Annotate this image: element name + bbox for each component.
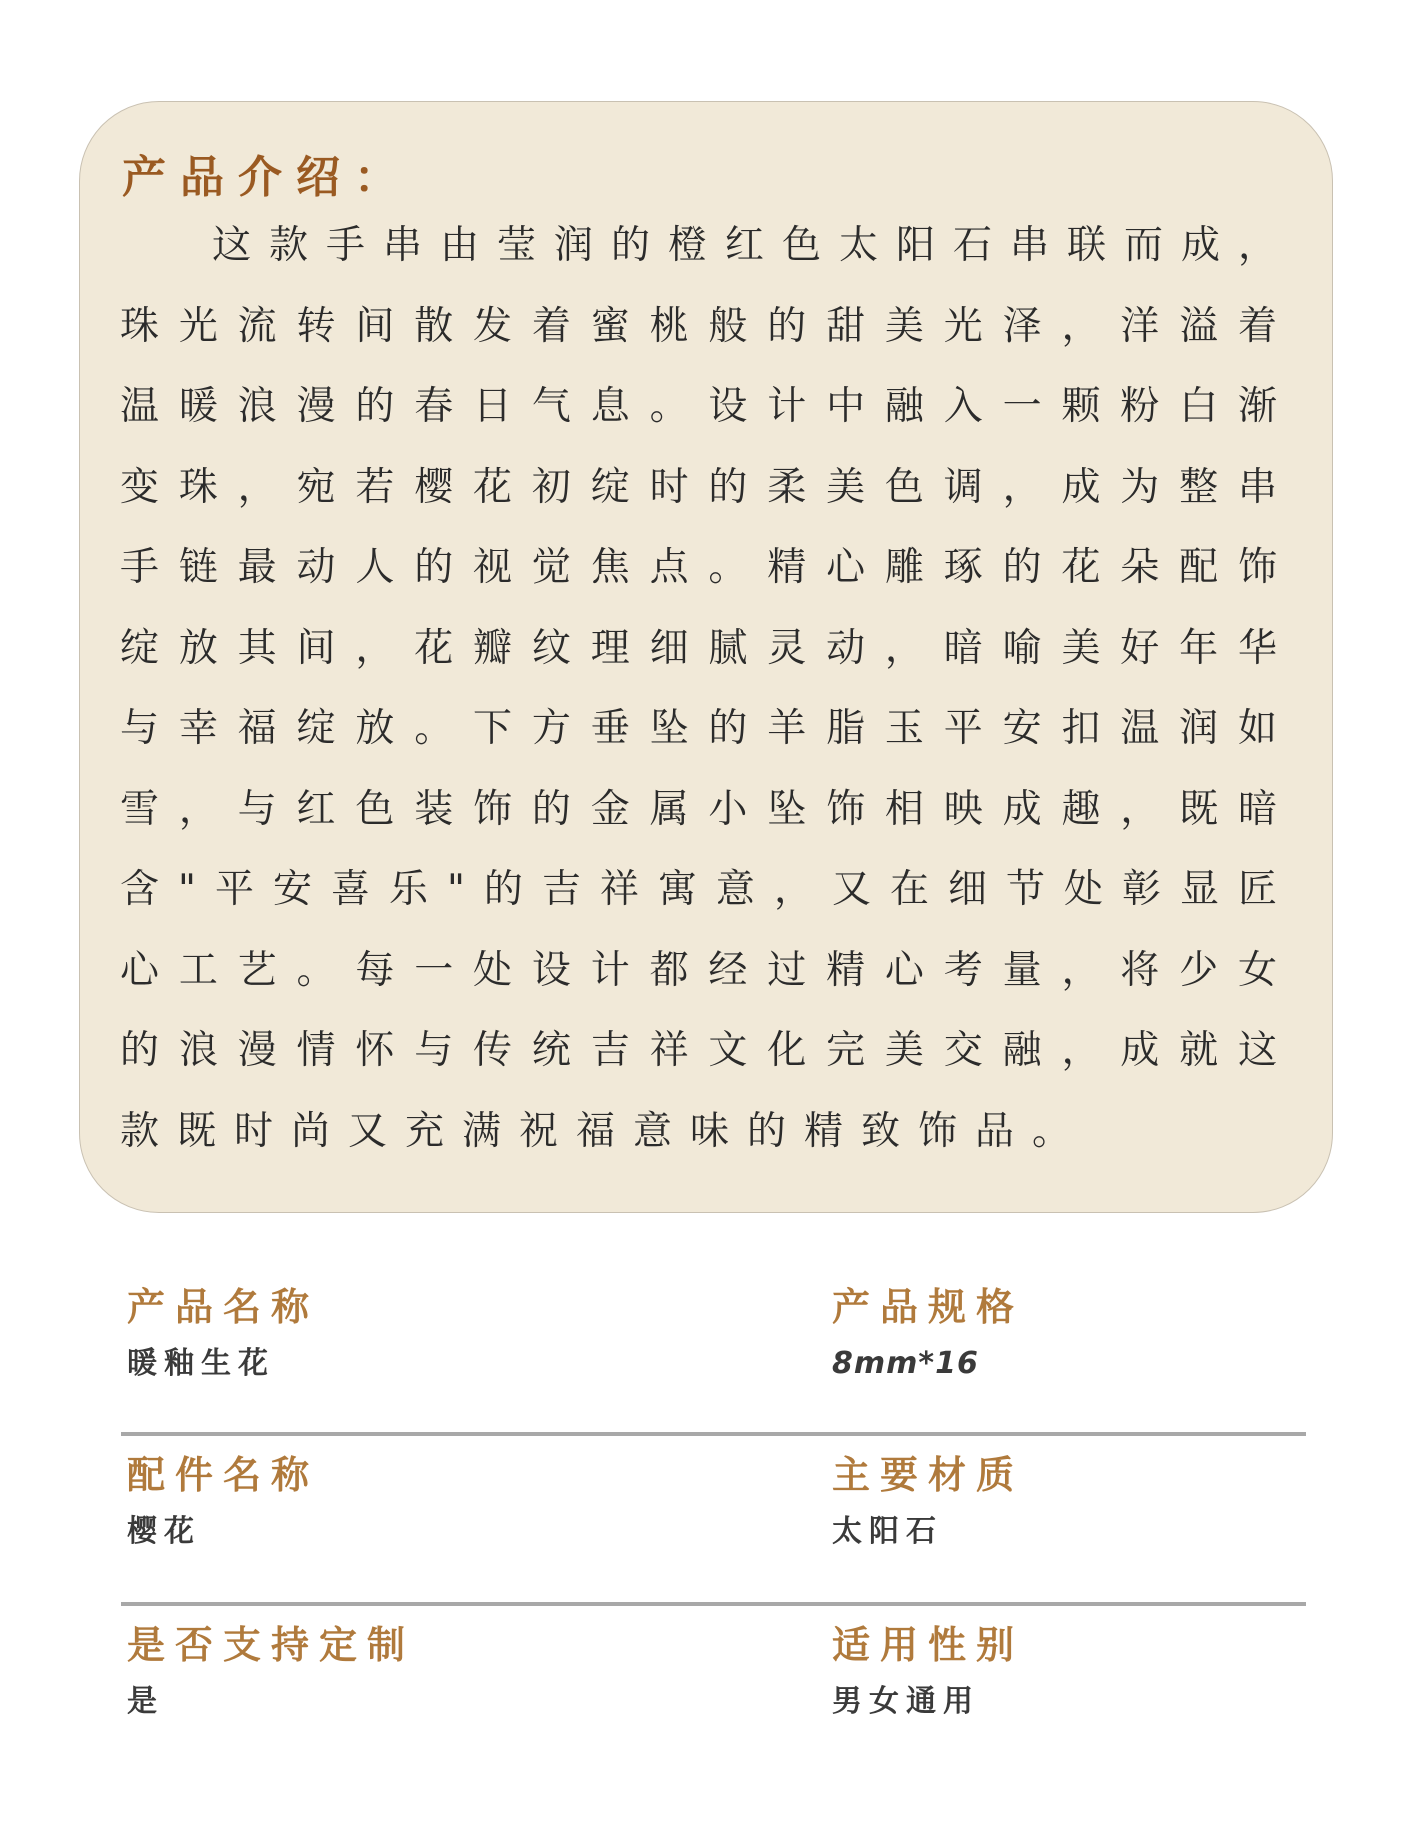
intro-title: 产品介绍： [122,152,412,203]
spec-row [121,1606,1306,1774]
spec-label: 配件名称 [127,1453,320,1497]
spec-value: 8mm*16 [832,1346,979,1381]
spec-value: 樱花 [127,1514,201,1549]
intro-body: 这款手串由莹润的橙红色太阳石串联而成，珠光流转间散发着蜜桃般的甜美光泽，洋溢着温暖浪漫的春日气息。设计中融入一颗粉白渐变珠，宛若樱花初绽时的柔美色调，成为整串手链最动人的视觉焦点。精心雕琢的花朵配饰绽放其间，花瓣纹理细腻灵动，暗喻美好年华与幸福绽放。下方垂坠的羊脂玉平安扣温润如雪，与红色装饰的金属小坠饰相映成趣，既暗含"平安喜乐"的吉祥寓意，又在细节处彰显匠心工艺。每一处设计都经过精心考量，将少女的浪漫情怀与传统吉祥文化完美交融，成就这款既时尚又充满祝福意味的精致饰品。 [120,223,1296,1154]
spec-value: 暖釉生花 [127,1346,275,1381]
spec-value: 是 [127,1684,164,1719]
spec-label: 产品名称 [127,1285,320,1329]
spec-value: 太阳石 [832,1514,943,1549]
spec-gender [832,1620,1024,1722]
spec-row [121,1268,1306,1436]
spec-label: 是否支持定制 [127,1623,416,1667]
spec-product-name [127,1282,319,1384]
spec-customizable [127,1620,415,1722]
spec-table [121,1268,1306,1774]
spec-label: 产品规格 [832,1285,1025,1329]
spec-main-material [832,1450,1024,1552]
spec-row [121,1436,1306,1606]
spec-accessory-name [127,1450,319,1552]
spec-label: 适用性别 [832,1623,1025,1667]
spec-label: 主要材质 [832,1453,1025,1497]
spec-product-size [832,1282,1024,1384]
spec-value: 男女通用 [832,1684,980,1719]
